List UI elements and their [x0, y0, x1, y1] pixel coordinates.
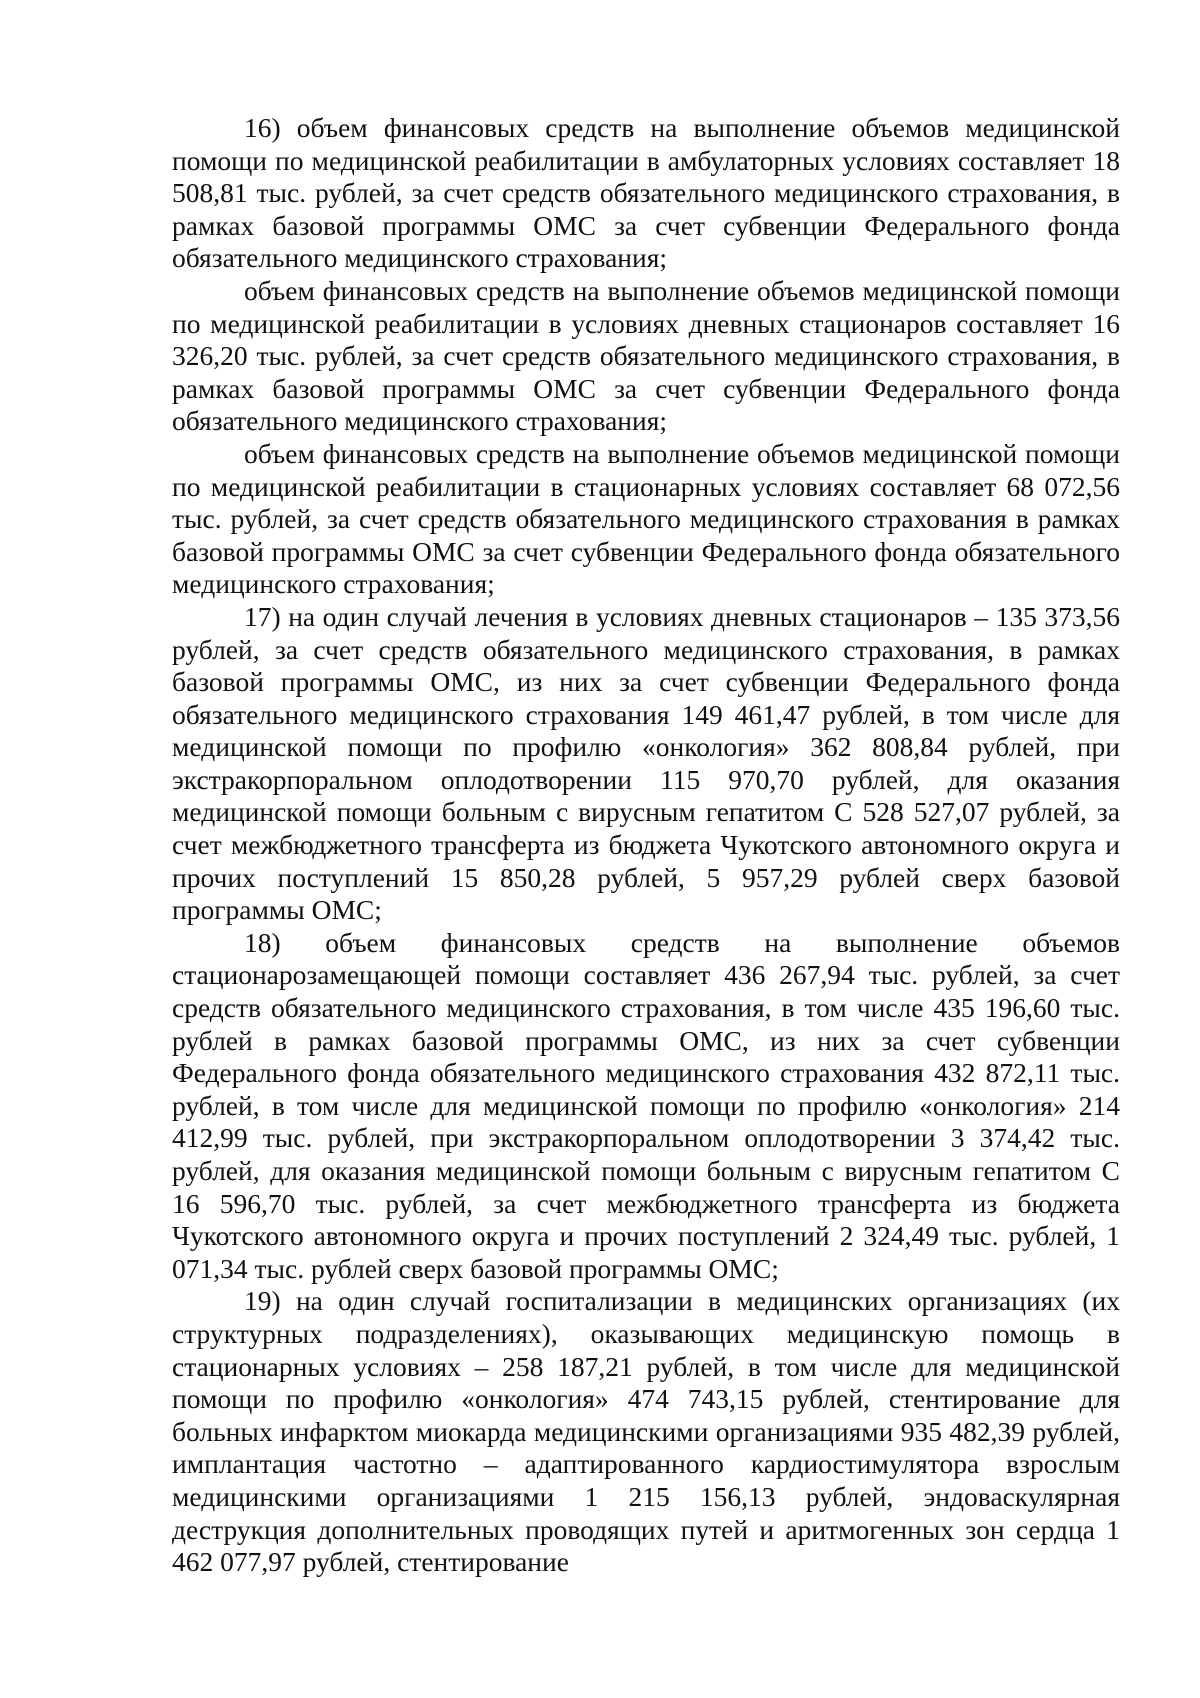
paragraph-19: 19) на один случай госпитализации в медицинских организациях (их структурных подразделениях), оказывающих медицинскую помощь в стационарных условиях – 258 187,21 рублей, в том числе для медицинской помощи по профилю «онкология» 474 743,15 рублей, стентирование для больных инфарктом миокарда медицинскими организациями 935 482,39 рублей, имплантация частотно – адаптированного кардиостимулятора взрослым медицинскими организациями 1 215 156,13 рублей, эндоваскулярная деструкция дополнительных проводящих путей и аритмогенных зон сердца 1 462 077,97 рублей, стентирование — [172, 1285, 1120, 1578]
document-body — [172, 112, 1120, 1579]
paragraph-17: 17) на один случай лечения в условиях дневных стационаров – 135 373,56 рублей, за счет средств обязательного медицинского страхования, в рамках базовой программы ОМС, из них за счет субвенции Федерального фонда обязательного медицинского страхования 149 461,47 рублей, в том числе для медицинской помощи по профилю «онкология» 362 808,84 рублей, при экстракорпоральном оплодотворении 115 970,70 рублей, для оказания медицинской помощи больным с вирусным гепатитом С 528 527,07 рублей, за счет межбюджетного трансферта из бюджета Чукотского автономного округа и прочих поступлений 15 850,28 рублей, 5 957,29 рублей сверх базовой программы ОМС; — [172, 600, 1120, 926]
paragraph-16: 16) объем финансовых средств на выполнение объемов медицинской помощи по медицинской реабилитации в амбулаторных условиях составляет 18 508,81 тыс. рублей, за счет средств обязательного медицинского страхования, в рамках базовой программы ОМС за счет субвенции Федерального фонда обязательного медицинского страхования; — [172, 112, 1120, 274]
paragraph-rehab-day-hospital: объем финансовых средств на выполнение объемов медицинской помощи по медицинской реабилитации в условиях дневных стационаров составляет 16 326,20 тыс. рублей, за счет средств обязательного медицинского страхования, в рамках базовой программы ОМС за счет субвенции Федерального фонда обязательного медицинского страхования; — [172, 274, 1120, 437]
paragraph-18: 18) объем финансовых средств на выполнение объемов стационарозамещающей помощи составляет 436 267,94 тыс. рублей, за счет средств обязательного медицинского страхования, в том числе 435 196,60 тыс. рублей в рамках базовой программы ОМС, из них за счет субвенции Федерального фонда обязательного медицинского страхования 432 872,11 тыс. рублей, в том числе для медицинской помощи по профилю «онкология» 214 412,99 тыс. рублей, при экстракорпоральном оплодотворении 3 374,42 тыс. рублей, для оказания медицинской помощи больным с вирусным гепатитом С 16 596,70 тыс. рублей, за счет межбюджетного трансферта из бюджета Чукотского автономного округа и прочих поступлений 2 324,49 тыс. рублей, 1 071,34 тыс. рублей сверх базовой программы ОМС; — [172, 926, 1120, 1284]
paragraph-rehab-inpatient: объем финансовых средств на выполнение объемов медицинской помощи по медицинской реабилитации в стационарных условиях составляет 68 072,56 тыс. рублей, за счет средств обязательного медицинского страхования в рамках базовой программы ОМС за счет субвенции Федерального фонда обязательного медицинского страхования; — [172, 437, 1120, 600]
